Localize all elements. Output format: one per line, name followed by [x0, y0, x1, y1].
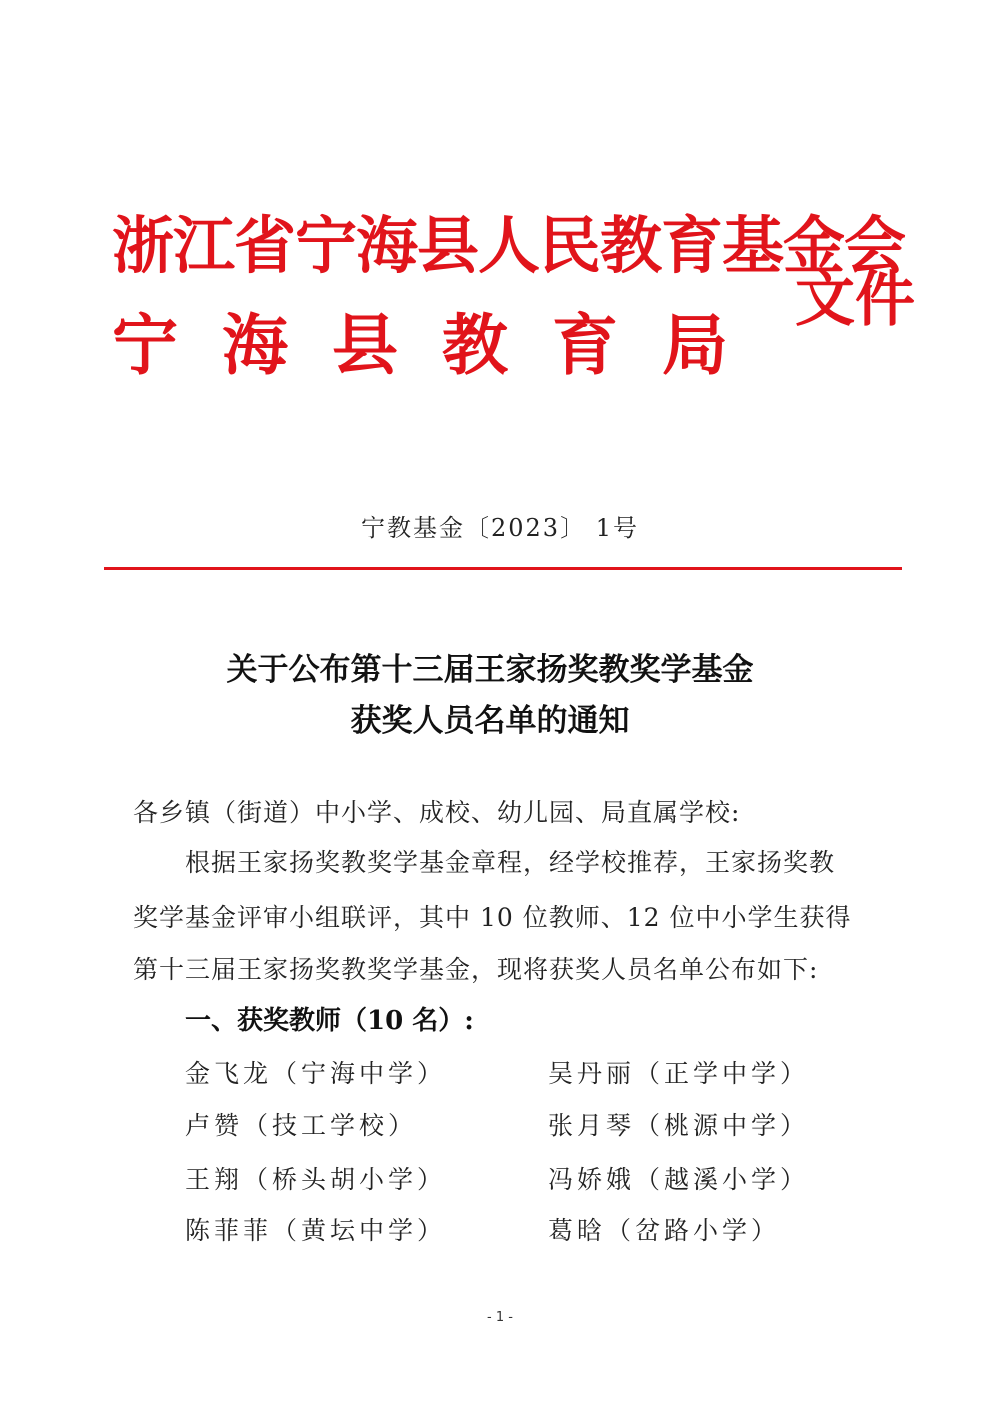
paragraph-line-2: 奖学基金评审小组联评，其中 10 位教师、12 位中小学生获得 [133, 903, 852, 932]
notice-title-line-2: 获奖人员名单的通知 [350, 703, 630, 739]
teacher-entry: 卢赞（技工学校） [185, 1111, 418, 1140]
salutation: 各乡镇（街道）中小学、成校、幼儿园、局直属学校: [133, 798, 741, 827]
issuer-education-bureau: 宁海县教育局 [112, 307, 772, 384]
document-number: 宁教基金〔2023〕 1号 [361, 514, 639, 542]
notice-title-line-1: 关于公布第十三届王家扬奖教奖学基金 [226, 652, 754, 688]
issuer-foundation: 浙江省宁海县人民教育基金会 [112, 209, 906, 282]
teacher-entry: 吴丹丽（正学中学） [548, 1059, 810, 1088]
document-type-label: 文件 [795, 265, 915, 335]
page-number: - 1 - [487, 1310, 513, 1325]
teacher-entry: 陈菲菲（黄坛中学） [185, 1216, 447, 1245]
paragraph-line-1: 根据王家扬奖教奖学基金章程，经学校推荐，王家扬奖教 [185, 848, 836, 877]
section-heading-teachers: 一、获奖教师（10 名）: [185, 1006, 474, 1036]
teacher-entry: 张月琴（桃源中学） [548, 1111, 810, 1140]
teacher-entry: 王翔（桥头胡小学） [185, 1165, 447, 1194]
red-divider-line [104, 567, 902, 570]
teacher-entry: 葛晗（岔路小学） [548, 1216, 781, 1245]
teacher-entry: 金飞龙（宁海中学） [185, 1059, 447, 1088]
paragraph-line-3: 第十三届王家扬奖教奖学基金，现将获奖人员名单公布如下: [133, 955, 819, 984]
teacher-entry: 冯娇娥（越溪小学） [548, 1165, 810, 1194]
